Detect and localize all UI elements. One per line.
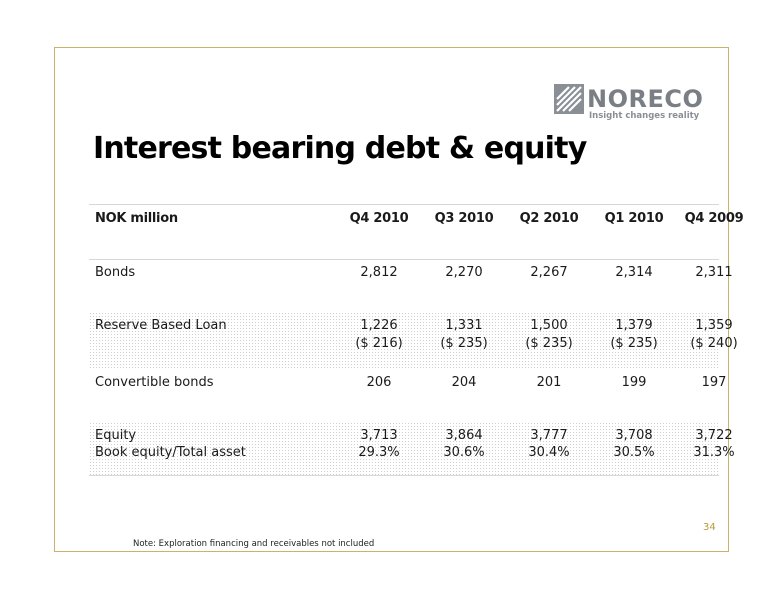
header-period: Q1 2010 bbox=[604, 211, 664, 226]
table-cell: 197 bbox=[701, 375, 727, 390]
logo-wordmark: NORECO bbox=[587, 85, 704, 113]
header-label: NOK million bbox=[95, 211, 178, 226]
table-cell: 2,270 bbox=[445, 265, 483, 280]
row-label: Equity bbox=[95, 428, 137, 443]
table-cell: 29.3% bbox=[358, 445, 400, 460]
table-cell: 2,812 bbox=[360, 265, 398, 280]
table-cell: 204 bbox=[451, 375, 477, 390]
table-cell: 30.6% bbox=[443, 445, 485, 460]
table-cell: 1,331 bbox=[445, 318, 483, 333]
debt-equity-table bbox=[89, 204, 744, 476]
page-number: 34 bbox=[703, 522, 716, 533]
table-cell-usd: ($ 235) bbox=[440, 336, 488, 351]
row-label: Bonds bbox=[95, 265, 136, 280]
table-cell: 2,267 bbox=[530, 265, 568, 280]
table-row-bonds bbox=[89, 260, 733, 312]
row-label: Reserve Based Loan bbox=[95, 318, 227, 333]
table-row-equity bbox=[89, 422, 735, 476]
table-cell-usd: ($ 216) bbox=[355, 336, 403, 351]
table-header-row bbox=[89, 204, 744, 260]
table-cell: 2,314 bbox=[615, 265, 653, 280]
row-label: Book equity/Total asset bbox=[95, 445, 246, 460]
table-cell: 3,777 bbox=[530, 428, 568, 443]
table-cell: 1,359 bbox=[695, 318, 733, 333]
noreco-logo bbox=[554, 84, 704, 124]
table-cell: 1,500 bbox=[530, 318, 568, 333]
table-cell: 206 bbox=[366, 375, 392, 390]
table-cell: 31.3% bbox=[693, 445, 735, 460]
table-row-convertible bbox=[89, 368, 727, 422]
row-label: Convertible bonds bbox=[95, 375, 214, 390]
footnote: Note: Exploration financing and receivables not included bbox=[133, 539, 375, 549]
header-period: Q3 2010 bbox=[434, 211, 494, 226]
logo-tagline: Insight changes reality bbox=[589, 111, 700, 121]
table-cell-usd: ($ 235) bbox=[525, 336, 573, 351]
table-cell: 2,311 bbox=[695, 265, 733, 280]
table-cell: 30.5% bbox=[613, 445, 655, 460]
header-period: Q2 2010 bbox=[519, 211, 579, 226]
table-cell: 3,708 bbox=[615, 428, 653, 443]
table-cell: 3,713 bbox=[360, 428, 398, 443]
table-cell: 3,722 bbox=[695, 428, 733, 443]
table-cell: 1,226 bbox=[360, 318, 398, 333]
table-cell: 201 bbox=[536, 375, 562, 390]
table-row-rbl bbox=[89, 312, 738, 368]
table-cell-usd: ($ 240) bbox=[690, 336, 738, 351]
table-cell-usd: ($ 235) bbox=[610, 336, 658, 351]
page-title: Interest bearing debt & equity bbox=[93, 131, 587, 166]
header-period: Q4 2010 bbox=[349, 211, 409, 226]
table-cell: 199 bbox=[621, 375, 647, 390]
table-cell: 3,864 bbox=[445, 428, 483, 443]
noreco-logo-icon bbox=[554, 84, 584, 114]
header-period: Q4 2009 bbox=[684, 211, 744, 226]
table-cell: 1,379 bbox=[615, 318, 653, 333]
table-cell: 30.4% bbox=[528, 445, 570, 460]
